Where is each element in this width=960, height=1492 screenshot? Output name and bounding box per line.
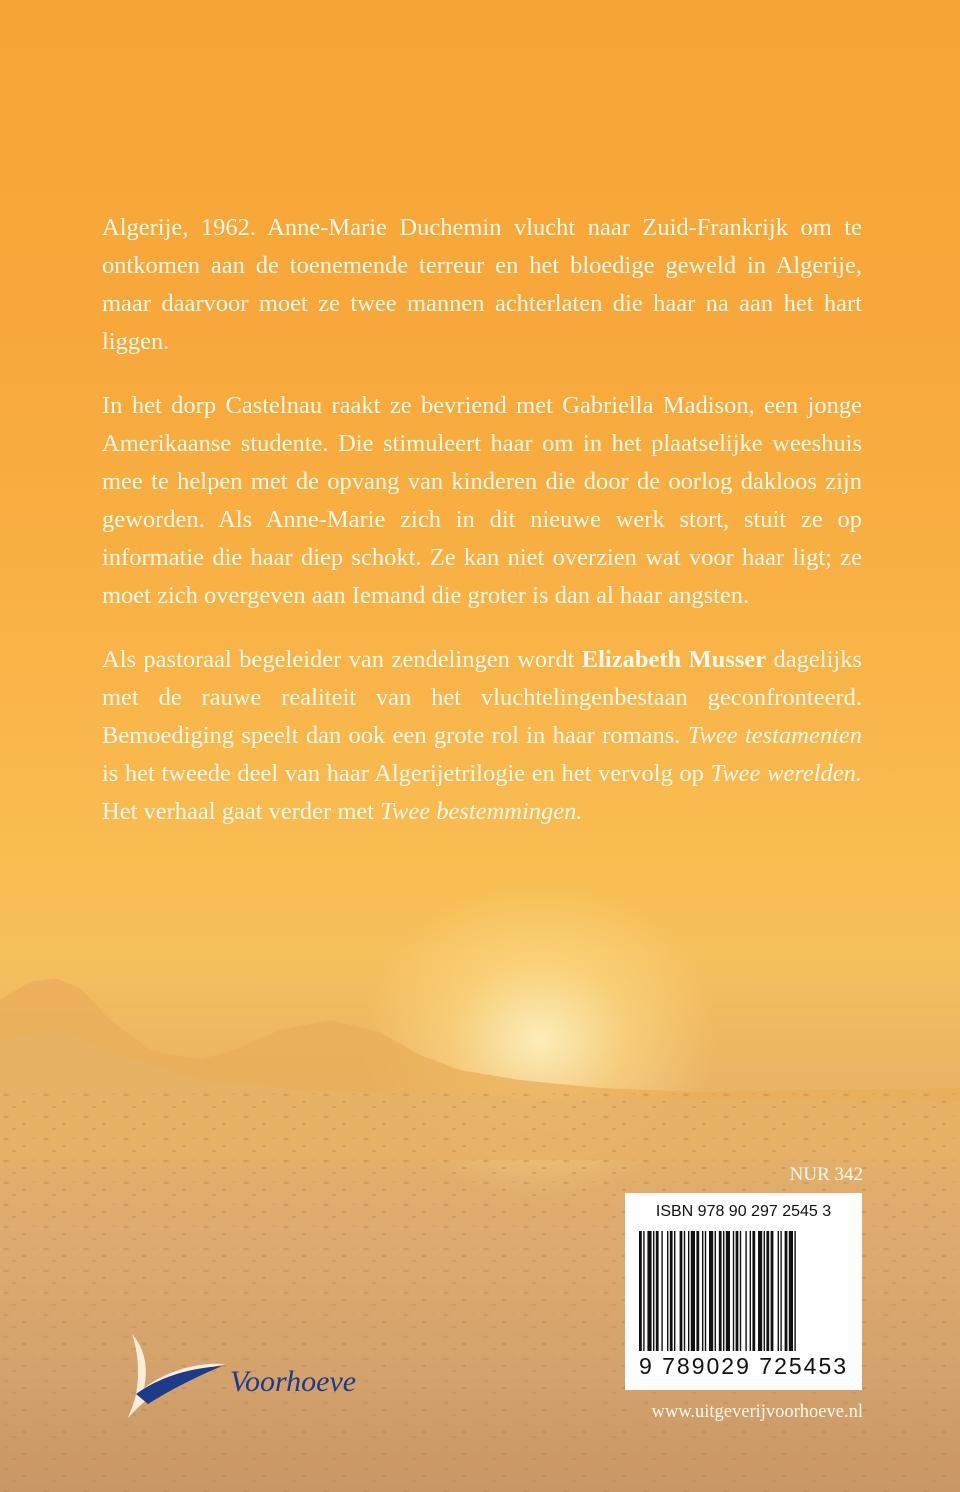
author-text: Als pastoraal begeleider van zendelingen wordt	[102, 646, 582, 673]
author-paragraph	[102, 641, 862, 831]
blurb-paragraph: Algerije, 1962. Anne-Marie Duchemin vlucht naar Zuid-Frankrijk om te ontkomen aan de toenemende terreur en het bloedige geweld in Algerije, maar daarvoor moet ze twee mannen achterlaten die haar na aan het hart liggen.	[102, 214, 862, 355]
blurb-paragraph: In het dorp Castelnau raakt ze bevriend met Gabriella Madison, een jonge Amerikaanse studente. Die stimuleert haar om in het plaatselijke weeshuis mee te helpen met de opvang van kinderen die door de oorlog dakloos zijn geworden. Als Anne-Marie zich in dit nieuwe werk stort, stuit ze op informatie die haar diep schokt. Ze kan niet overzien wat voor haar ligt; ze moet zich overgeven aan Iemand die groter is dan al haar angsten.	[102, 392, 862, 609]
barcode-digits: 9 789029 725453	[638, 1353, 849, 1379]
barcode-box	[625, 1193, 862, 1390]
nur-code: NUR 342	[789, 1164, 863, 1185]
book-title: Twee bestemmingen.	[380, 798, 583, 825]
publisher-website: www.uitgeverijvoorhoeve.nl	[651, 1402, 863, 1422]
isbn-label: ISBN 978 90 297 2545 3	[655, 1203, 832, 1220]
back-cover-blurb	[102, 209, 862, 857]
publisher-name: Voorhoeve	[230, 1365, 357, 1398]
author-text: Het verhaal gaat verder met	[102, 798, 381, 825]
book-title: Twee werelden.	[710, 760, 863, 787]
author-text: dagelijks met de rauwe realiteit van het vluchtelingenbestaan geconfronteerd. Bemoediging speelt dan ook een grote rol in haar romans.	[102, 646, 862, 749]
author-text: is het tweede deel van haar Algerijetrilogie en het vervolg op	[102, 760, 711, 787]
barcode-icon	[639, 1231, 848, 1351]
book-title: Twee testamenten	[687, 722, 862, 749]
author-name: Elizabeth Musser	[581, 646, 767, 673]
